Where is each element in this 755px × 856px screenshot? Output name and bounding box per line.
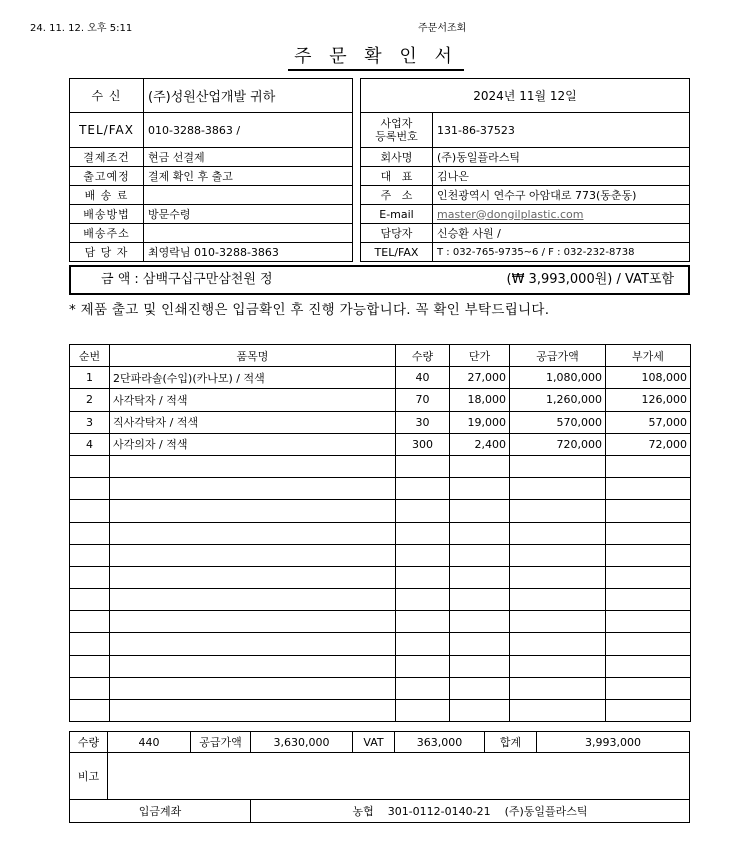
header-supply: 공급가액 — [510, 345, 606, 367]
amount-box — [69, 265, 690, 295]
empty-row — [70, 455, 691, 477]
empty-row — [70, 700, 691, 722]
item-no: 4 — [70, 433, 110, 455]
total-qty-label: 수량 — [70, 732, 108, 753]
total-vat-label: VAT — [353, 732, 395, 753]
address-label: 주 소 — [361, 186, 433, 205]
ceo-label: 대 표 — [361, 167, 433, 186]
bank-account-value: 농협 301-0112-0140-21 (주)동일플라스틱 — [251, 800, 690, 823]
item-name: 사각의자 / 적색 — [110, 433, 396, 455]
item-vat: 72,000 — [606, 433, 691, 455]
item-qty: 300 — [396, 433, 450, 455]
empty-row — [70, 611, 691, 633]
remarks-label: 비고 — [70, 753, 108, 800]
item-price: 27,000 — [450, 367, 510, 389]
address-value: 인천광역시 연수구 아암대로 773(동춘동) — [433, 186, 690, 205]
item-supply: 1,260,000 — [510, 389, 606, 411]
ship-schedule-label: 출고예정 — [70, 167, 144, 186]
staff-value: 신승환 사원 / — [433, 224, 690, 243]
item-price: 19,000 — [450, 411, 510, 433]
empty-row — [70, 500, 691, 522]
empty-row — [70, 655, 691, 677]
document-date: 2024년 11월 12일 — [361, 79, 690, 113]
ship-method-value: 방문수령 — [144, 205, 353, 224]
item-qty: 40 — [396, 367, 450, 389]
table-row — [70, 389, 691, 411]
total-supply-label: 공급가액 — [191, 732, 251, 753]
item-price: 2,400 — [450, 433, 510, 455]
recipient-telfax-label: TEL/FAX — [70, 113, 144, 148]
amount-korean: 금 액 : 삼백구십구만삼천원 정 — [101, 272, 273, 287]
bank-account-label: 입금계좌 — [70, 800, 251, 823]
item-no: 2 — [70, 389, 110, 411]
header-qty: 수량 — [396, 345, 450, 367]
staff-label: 담당자 — [361, 224, 433, 243]
item-supply: 1,080,000 — [510, 367, 606, 389]
item-name: 사각탁자 / 적색 — [110, 389, 396, 411]
table-row — [70, 411, 691, 433]
recipient-table — [69, 78, 353, 262]
grand-total-value: 3,993,000 — [537, 732, 690, 753]
ship-address-value — [144, 224, 353, 243]
header-vat: 부가세 — [606, 345, 691, 367]
supplier-telfax-value: T : 032-765-9735~6 / F : 032-232-8738 — [433, 243, 690, 262]
email-label: E-mail — [361, 205, 433, 224]
print-page-title: 주문서조회 — [418, 23, 467, 34]
to-value: (주)성원산업개발 귀하 — [144, 79, 353, 113]
payment-notice: * 제품 출고 및 인쇄진행은 입금확인 후 진행 가능합니다. 꼭 확인 부탁드립니다. — [69, 302, 550, 318]
header-price: 단가 — [450, 345, 510, 367]
manager-value: 최영락님 010-3288-3863 — [144, 243, 353, 262]
amount-numeric: (₩ 3,993,000원) / VAT포함 — [506, 272, 674, 287]
ship-schedule-value: 결제 확인 후 출고 — [144, 167, 353, 186]
empty-row — [70, 589, 691, 611]
totals-table — [69, 731, 690, 823]
manager-label: 담 당 자 — [70, 243, 144, 262]
items-header-row — [70, 345, 691, 367]
payment-label: 결제조건 — [70, 148, 144, 167]
item-supply: 720,000 — [510, 433, 606, 455]
item-vat: 108,000 — [606, 367, 691, 389]
empty-row — [70, 566, 691, 588]
empty-row — [70, 677, 691, 699]
business-number-label: 사업자 등록번호 — [361, 113, 433, 148]
total-supply-value: 3,630,000 — [251, 732, 353, 753]
header-name: 품목명 — [110, 345, 396, 367]
remarks-value — [108, 753, 690, 800]
empty-row — [70, 544, 691, 566]
items-table — [69, 344, 691, 722]
empty-row — [70, 478, 691, 500]
item-no: 3 — [70, 411, 110, 433]
recipient-telfax-value: 010-3288-3863 / — [144, 113, 353, 148]
item-no: 1 — [70, 367, 110, 389]
payment-value: 현금 선결제 — [144, 148, 353, 167]
item-name: 직사각탁자 / 적색 — [110, 411, 396, 433]
item-vat: 57,000 — [606, 411, 691, 433]
company-label: 회사명 — [361, 148, 433, 167]
ship-address-label: 배송주소 — [70, 224, 144, 243]
header-no: 순번 — [70, 345, 110, 367]
item-price: 18,000 — [450, 389, 510, 411]
table-row — [70, 433, 691, 455]
total-vat-value: 363,000 — [395, 732, 485, 753]
item-vat: 126,000 — [606, 389, 691, 411]
business-number-value: 131-86-37523 — [433, 113, 690, 148]
total-qty-value: 440 — [108, 732, 191, 753]
ship-fee-label: 배 송 료 — [70, 186, 144, 205]
email-link[interactable]: master@dongilplastic.com — [433, 205, 690, 224]
empty-row — [70, 522, 691, 544]
item-qty: 70 — [396, 389, 450, 411]
item-qty: 30 — [396, 411, 450, 433]
grand-total-label: 합계 — [485, 732, 537, 753]
supplier-telfax-label: TEL/FAX — [361, 243, 433, 262]
print-datetime: 24. 11. 12. 오후 5:11 — [30, 23, 133, 34]
item-name: 2단파라솔(수입)(카나모) / 적색 — [110, 367, 396, 389]
ceo-value: 김나은 — [433, 167, 690, 186]
item-supply: 570,000 — [510, 411, 606, 433]
ship-fee-value — [144, 186, 353, 205]
document-title: 주 문 확 인 서 — [288, 45, 464, 71]
to-label: 수 신 — [70, 79, 144, 113]
company-value: (주)동일플라스틱 — [433, 148, 690, 167]
ship-method-label: 배송방법 — [70, 205, 144, 224]
supplier-table — [360, 78, 690, 262]
empty-row — [70, 633, 691, 655]
table-row — [70, 367, 691, 389]
